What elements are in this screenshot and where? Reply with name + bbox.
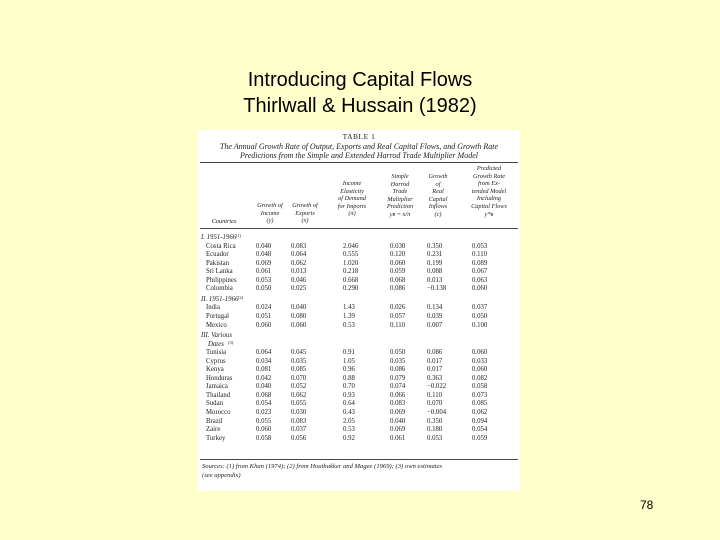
table-cell: 0.026: [390, 304, 406, 312]
table-cell: 0.068: [256, 391, 272, 399]
table-caption-line2: Predictions from the Simple and Extended Harrod Trade Multiplier Model: [240, 151, 478, 160]
table-cell: 0.43: [343, 409, 355, 416]
section-label: Dates: [208, 340, 224, 348]
table-cell: 0.083: [291, 417, 307, 425]
section-footnote: (1): [236, 233, 242, 238]
table-label: TABLE 1: [342, 132, 376, 141]
country-name: Ecuador: [206, 251, 229, 259]
header-line: Income: [260, 209, 280, 217]
page-number: 78: [640, 498, 654, 512]
table-row: [198, 304, 520, 313]
table-row: [198, 285, 520, 294]
header-line: Prediction: [386, 203, 414, 211]
header-line: Harrod: [390, 180, 410, 188]
section-row: [198, 341, 520, 350]
table-cell: 0.053: [427, 434, 443, 442]
section-row: [198, 234, 520, 243]
table-row: [198, 322, 520, 331]
table-cell: 0.055: [256, 417, 272, 425]
table-cell: 0.062: [291, 391, 307, 399]
country-name: India: [206, 304, 220, 312]
table-sources: [202, 463, 518, 480]
section-footnote: (2): [238, 294, 244, 300]
table-cell: 0.218: [343, 268, 359, 276]
table-row: [198, 243, 520, 252]
table-cell: 0.051: [256, 312, 272, 320]
table-cell: 0.054: [256, 400, 272, 408]
table-cell: −0.004: [427, 409, 447, 416]
header-line: Capital: [428, 195, 448, 203]
table-cell: 1.39: [343, 312, 355, 320]
table-cell: 0.110: [427, 391, 443, 399]
sources-line2: (see appendix): [202, 471, 241, 479]
table-cell: 0.037: [472, 304, 488, 312]
table-cell: 0.053: [472, 242, 488, 250]
country-name: Sudan: [206, 400, 223, 408]
header-line: yʙ = x/π: [389, 210, 411, 218]
table-cell: 0.030: [390, 242, 406, 250]
country-name: Jamaica: [206, 383, 228, 391]
table-caption-line1: The Annual Growth Rate of Output, Exports and Real Capital Flows, and Growth Rate: [219, 142, 499, 151]
table-cell: 0.024: [256, 304, 272, 312]
table-cell: 0.050: [472, 312, 488, 320]
table-cell: 0.067: [472, 268, 488, 276]
table-cell: 0.060: [291, 321, 307, 329]
table-cell: 0.074: [390, 383, 406, 391]
table-cell: 0.040: [291, 304, 307, 312]
country-name: Sri Lanka: [206, 268, 233, 276]
table-cell: 0.025: [291, 285, 307, 293]
table-cell: 0.93: [343, 391, 355, 399]
table-cell: 0.88: [343, 374, 355, 382]
table-cell: 0.110: [390, 321, 406, 329]
section-row: [198, 332, 520, 341]
table-row: [198, 251, 520, 260]
country-name: Thailand: [206, 391, 231, 399]
table-cell: 0.062: [472, 409, 488, 416]
table-cell: 1.020: [343, 259, 359, 267]
country-name: Kenya: [206, 366, 224, 374]
table-cell: 0.080: [291, 312, 307, 320]
header-line: Growth of: [292, 202, 318, 209]
table-cell: 0.059: [390, 268, 406, 276]
table-cell: 0.064: [256, 349, 272, 357]
table-cell: 0.069: [256, 259, 272, 267]
country-name: Portugal: [206, 312, 230, 320]
table-cell: 0.060: [472, 349, 488, 357]
table-row: [198, 409, 520, 418]
table-cell: 0.555: [343, 251, 359, 259]
header-line: Elasticity: [340, 187, 364, 195]
table-cell: 0.290: [343, 285, 359, 293]
header-line: Including: [476, 195, 502, 203]
header-line: Trade: [392, 188, 408, 196]
table-cell: 0.060: [390, 259, 406, 267]
slide-title-line2: Thirlwall & Hussain (1982): [243, 95, 477, 117]
table-cell: 0.082: [472, 374, 488, 382]
table-cell: 0.056: [291, 434, 307, 442]
table-row: [198, 383, 520, 392]
table-row: [198, 426, 520, 435]
table-cell: 0.023: [256, 409, 272, 416]
table-cell: 0.046: [291, 276, 307, 284]
section-footnote: (3): [228, 339, 234, 345]
section-label: I. 1951-1966: [201, 234, 237, 241]
table-cell: 0.094: [472, 417, 488, 425]
header-capital-inflows: [420, 173, 456, 219]
header-line: (c): [434, 210, 442, 218]
header-line: Multiplier: [387, 195, 413, 203]
table-cell: 0.007: [427, 321, 443, 329]
section-row: [198, 296, 520, 305]
table-bottom-rule: [200, 459, 518, 460]
table-cell: 0.030: [291, 409, 307, 416]
table-cell: 0.120: [390, 251, 406, 259]
table-cell: 0.086: [390, 285, 406, 293]
header-line: Growth Rate: [472, 172, 506, 180]
table-cell: 0.035: [291, 357, 307, 365]
table-cell: 0.042: [256, 374, 272, 382]
table-row: [198, 435, 520, 444]
table-cell: 0.088: [427, 268, 443, 276]
header-growth-exports: [284, 202, 326, 225]
table-cell: 0.040: [390, 417, 406, 425]
header-line: of: [435, 180, 441, 188]
table-cell: 0.052: [291, 383, 307, 391]
country-name: Honduras: [206, 374, 233, 382]
table-cell: 0.53: [343, 321, 355, 329]
table-cell: 0.060: [256, 321, 272, 329]
table-cell: 0.53: [343, 426, 355, 434]
header-line: (y): [266, 217, 274, 225]
table-cell: 0.045: [291, 349, 307, 357]
table-cell: 1.43: [343, 304, 355, 312]
table-cell: 0.199: [427, 259, 443, 267]
table-row: [198, 392, 520, 401]
header-line: Inflows: [428, 203, 448, 211]
table-cell: 0.060: [472, 285, 488, 293]
table-cell: 0.013: [291, 268, 307, 276]
table-cell: 0.040: [256, 383, 272, 391]
table-cell: 0.058: [256, 434, 272, 442]
table-row: [198, 349, 520, 358]
table-row: [198, 260, 520, 269]
header-line: Income: [342, 180, 362, 187]
header-bottom-rule: [200, 228, 518, 229]
slide-title-line1: Introducing Capital Flows: [247, 69, 473, 91]
country-name: Turkey: [206, 434, 226, 442]
country-name: Tunisia: [206, 349, 227, 357]
table-cell: 0.363: [427, 374, 443, 382]
table-cell: 0.91: [343, 349, 355, 357]
table-cell: 0.064: [291, 251, 307, 259]
country-name: Zaire: [206, 426, 221, 434]
header-line: Predicted: [476, 165, 502, 172]
table-cell: 0.017: [427, 357, 443, 365]
table-cell: 0.057: [390, 312, 406, 320]
table-cell: 0.100: [472, 321, 488, 329]
table-cell: 0.92: [343, 434, 355, 442]
table-scan: [198, 130, 520, 491]
header-line: y*ʙ: [484, 210, 494, 218]
table-cell: 0.231: [427, 251, 443, 259]
country-name: Cyprus: [206, 357, 226, 365]
table-cell: 0.350: [427, 242, 443, 250]
table-row: [198, 277, 520, 286]
table-cell: 0.083: [390, 400, 406, 408]
table-cell: 0.034: [256, 357, 272, 365]
table-cell: 0.086: [427, 349, 443, 357]
section-label: III. Various: [201, 332, 232, 340]
table-row: [198, 400, 520, 409]
table-cell: 0.350: [427, 417, 443, 425]
header-line: Real: [432, 188, 444, 196]
table-cell: 0.060: [472, 366, 488, 374]
table-cell: 0.079: [390, 374, 406, 382]
table-cell: 0.013: [427, 276, 443, 284]
header-line: Exports: [295, 209, 315, 217]
table-cell: 0.083: [291, 242, 307, 250]
table-cell: 0.059: [472, 434, 488, 442]
table-cell: 0.055: [291, 400, 307, 408]
table-cell: 0.668: [343, 276, 359, 284]
header-income-elasticity: [330, 180, 374, 218]
table-cell: 0.062: [291, 259, 307, 267]
header-line: from Ex-: [478, 180, 500, 188]
table-cell: 0.96: [343, 366, 355, 374]
header-predicted-growth: [460, 165, 518, 218]
header-line: Growth: [428, 173, 448, 180]
table-cell: 0.037: [291, 426, 307, 434]
table-cell: 0.050: [256, 285, 272, 293]
table-cell: 2.05: [343, 417, 355, 425]
country-name: Pakistan: [206, 259, 230, 267]
table-cell: 2.046: [343, 242, 359, 250]
table-cell: −0.138: [427, 285, 447, 293]
table-cell: 0.054: [472, 426, 488, 434]
header-line: (π): [348, 210, 356, 218]
header-simple-harrod: [378, 173, 422, 219]
header-line: of Demand: [338, 195, 366, 203]
table-cell: 0.180: [427, 426, 443, 434]
table-cell: 0.081: [256, 366, 272, 374]
table-cell: 0.061: [256, 268, 272, 276]
table-cell: 0.110: [472, 251, 488, 259]
table-cell: 0.070: [427, 400, 443, 408]
country-name: Morocco: [206, 409, 231, 416]
table-cell: 0.073: [472, 391, 488, 399]
table-cell: 0.70: [343, 383, 355, 391]
table-cell: 0.069: [390, 426, 406, 434]
header-line: for Imports: [337, 202, 367, 210]
table-cell: 0.063: [472, 276, 488, 284]
table-cell: 0.035: [390, 357, 406, 365]
table-top-rule: [200, 162, 518, 163]
section-label: II. 1951-1966: [201, 295, 239, 303]
header-line: (x): [301, 217, 309, 225]
header-line: Simple: [391, 173, 409, 180]
table-row: [198, 418, 520, 427]
header-line: tended Model: [471, 187, 507, 195]
table-cell: −0.022: [427, 383, 447, 391]
table-cell: 0.061: [390, 434, 406, 442]
table-cell: 0.086: [390, 366, 406, 374]
table-row: [198, 268, 520, 277]
country-name: Philippines: [206, 276, 237, 284]
header-countries: [204, 218, 244, 226]
table-cell: 0.069: [390, 409, 406, 416]
table-cell: 0.066: [390, 391, 406, 399]
country-name: Brazil: [206, 417, 223, 425]
table-cell: 0.060: [256, 426, 272, 434]
table-cell: 0.053: [256, 276, 272, 284]
table-cell: 0.058: [472, 383, 488, 391]
table-cell: 0.033: [472, 357, 488, 365]
table-cell: 0.050: [390, 349, 406, 357]
table-cell: 0.070: [291, 374, 307, 382]
country-name: Costa Rica: [206, 242, 236, 250]
table-cell: 0.048: [256, 251, 272, 259]
table-cell: 0.134: [427, 304, 443, 312]
table-cell: 0.068: [390, 276, 406, 284]
table-cell: 0.64: [343, 400, 355, 408]
table-cell: 0.085: [291, 366, 307, 374]
header-line: Capital Flows: [471, 202, 507, 210]
table-cell: 1.05: [343, 357, 355, 365]
country-name: Colombia: [206, 285, 233, 293]
table-row: [198, 358, 520, 367]
table-row: [198, 366, 520, 375]
table-cell: 0.017: [427, 366, 443, 374]
table-cell: 0.089: [472, 259, 488, 267]
table-row: [198, 313, 520, 322]
table-cell: 0.085: [472, 400, 488, 408]
sources-line1: Sources: (1) from Khan (1974); (2) from Houthakker and Magee (1969); (3) own estimates: [202, 463, 443, 470]
header-line: Growth of: [257, 202, 283, 209]
table-row: [198, 375, 520, 384]
table-cell: 0.039: [427, 312, 443, 320]
header-line: Countries: [211, 218, 237, 225]
country-name: Mexico: [206, 321, 227, 329]
table-cell: 0.040: [256, 242, 272, 250]
